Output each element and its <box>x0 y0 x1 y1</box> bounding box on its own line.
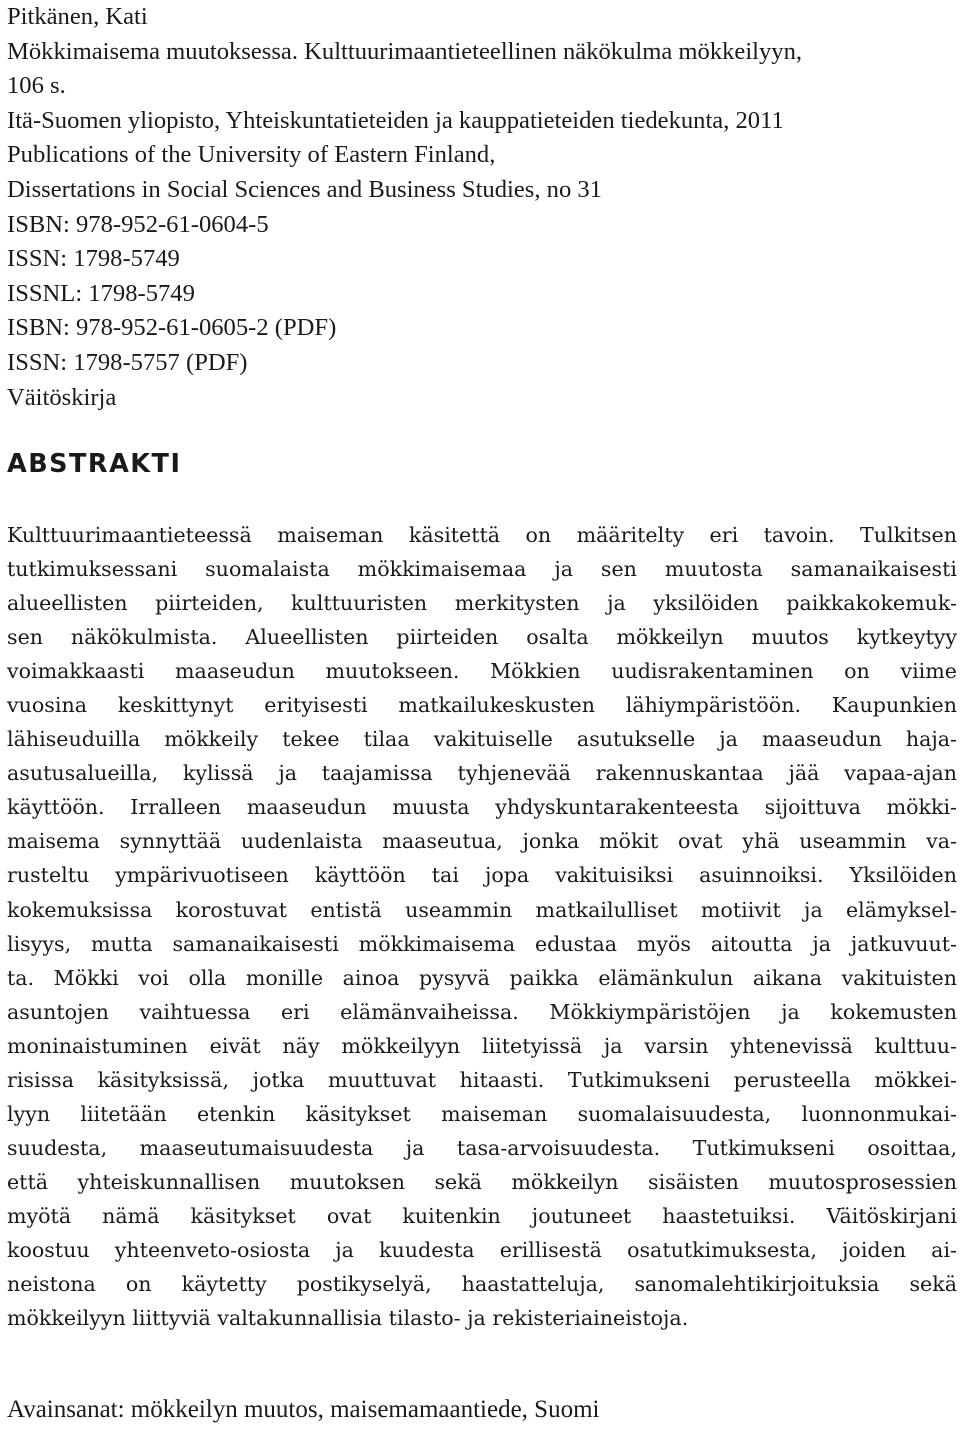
abstract-line: kokemuksissa korostuvat entistä useammin matkailulliset motiivit ja elämyksel- <box>7 897 957 922</box>
isbn: ISBN: 978-952-61-0604-5 <box>7 210 269 238</box>
abstract-line: rusteltu ympärivuotiseen käyttöön tai jopa vakituisiksi asuinnoiksi. Yksilöiden <box>7 863 957 888</box>
abstract-line: tutkimuksessani suomalaista mökkimaisemaa ja sen muutosta samanaikaisesti <box>7 557 957 582</box>
keywords: Avainsanat: mökkeilyn muutos, maisemamaantiede, Suomi <box>7 1396 600 1423</box>
document-page <box>7 0 957 1423</box>
abstract-heading: ABSTRAKTI <box>7 449 182 479</box>
abstract-line: suudesta, maaseutumaisuudesta ja tasa-arvoisuudesta. Tutkimukseni osoittaa, <box>7 1135 957 1160</box>
abstract-line: sen näkökulmista. Alueellisten piirteiden osalta mökkeilyn muutos kytkeytyy <box>7 625 957 650</box>
abstract-line: että yhteiskunnallisen muutoksen sekä mökkeilyn sisäisten muutosprosessien <box>7 1169 957 1194</box>
author: Pitkänen, Kati <box>7 3 148 30</box>
abstract-line: lähiseuduilla mökkeily tekee tilaa vakituiselle asutukselle ja maaseudun haja- <box>7 727 957 752</box>
publication-series: Publications of the University of Eastern Finland, <box>7 141 496 169</box>
abstract-line: asutusalueilla, kylissä ja taajamissa tyhjenevää rakennuskantaa jää vapaa-ajan <box>7 761 957 786</box>
dissertation-series: Dissertations in Social Sciences and Business Studies, no 31 <box>7 175 602 203</box>
abstract-line: myötä nämä käsitykset ovat kuitenkin joutuneet haastetuiksi. Väitöskirjani <box>7 1203 957 1228</box>
issn: ISSN: 1798-5749 <box>7 245 180 273</box>
title-line-2: 106 s. <box>7 72 66 100</box>
issnl: ISSNL: 1798-5749 <box>7 279 195 307</box>
abstract-line: käyttöön. Irralleen maaseudun muusta yhdyskuntarakenteesta sijoittuva mökki- <box>7 795 957 820</box>
document-type: Väitöskirja <box>7 383 117 411</box>
bibliographic-info <box>7 0 957 415</box>
abstract-line: koostuu yhteenveto-osiosta ja kuudesta erillisestä osatutkimuksesta, joiden ai- <box>7 1237 957 1262</box>
abstract-line: asuntojen vaihtuessa eri elämänvaiheissa. Mökkiympäristöjen ja kokemusten <box>7 999 957 1024</box>
issn-pdf: ISSN: 1798-5757 (PDF) <box>7 348 248 376</box>
abstract-line: Kulttuurimaantieteessä maiseman käsitettä on määritelty eri tavoin. Tulkitsen <box>7 523 957 547</box>
title-line-1: Mökkimaisema muutoksessa. Kulttuurimaantieteellinen näkökulma mökkeilyyn, <box>7 37 803 65</box>
abstract-line: neistona on käytetty postikyselyä, haastatteluja, sanomalehtikirjoituksia sekä <box>7 1272 957 1297</box>
university: Itä-Suomen yliopisto, Yhteiskuntatieteiden ja kauppatieteiden tiedekunta, 2011 <box>7 106 784 134</box>
abstract-line: risissa käsityksissä, jotka muuttuvat hitaasti. Tutkimukseni perusteella mökkei- <box>7 1067 957 1092</box>
abstract-line: lyyn liitetään etenkin käsitykset maiseman suomalaisuudesta, luonnonmukai- <box>7 1101 957 1126</box>
abstract-line: moninaistuminen eivät näy mökkeilyyn liitetyissä ja varsin yhtenevissä kulttuu- <box>7 1033 957 1058</box>
abstract-line: lisyys, mutta samanaikaisesti mökkimaisema edustaa myös aitoutta ja jatkuvuut- <box>7 931 957 956</box>
abstract-body <box>7 518 957 1335</box>
abstract-line: voimakkaasti maaseudun muutokseen. Mökkien uudisrakentaminen on viime <box>7 659 957 684</box>
abstract-line: alueellisten piirteiden, kulttuuristen merkitysten ja yksilöiden paikkakokemuk- <box>7 591 957 616</box>
abstract-line: ta. Mökki voi olla monille ainoa pysyvä paikka elämänkulun aikana vakituisten <box>7 965 957 990</box>
abstract-line: maisema synnyttää uudenlaista maaseutua, jonka mökit ovat yhä useammin va- <box>7 829 957 854</box>
isbn-pdf: ISBN: 978-952-61-0605-2 (PDF) <box>7 314 337 342</box>
abstract-line: mökkeilyyn liittyviä valtakunnallisia tilasto- ja rekisteriaineistoja. <box>7 1306 689 1331</box>
abstract-line: vuosina keskittynyt erityisesti matkailukeskusten lähiympäristöön. Kaupunkien <box>7 693 957 718</box>
